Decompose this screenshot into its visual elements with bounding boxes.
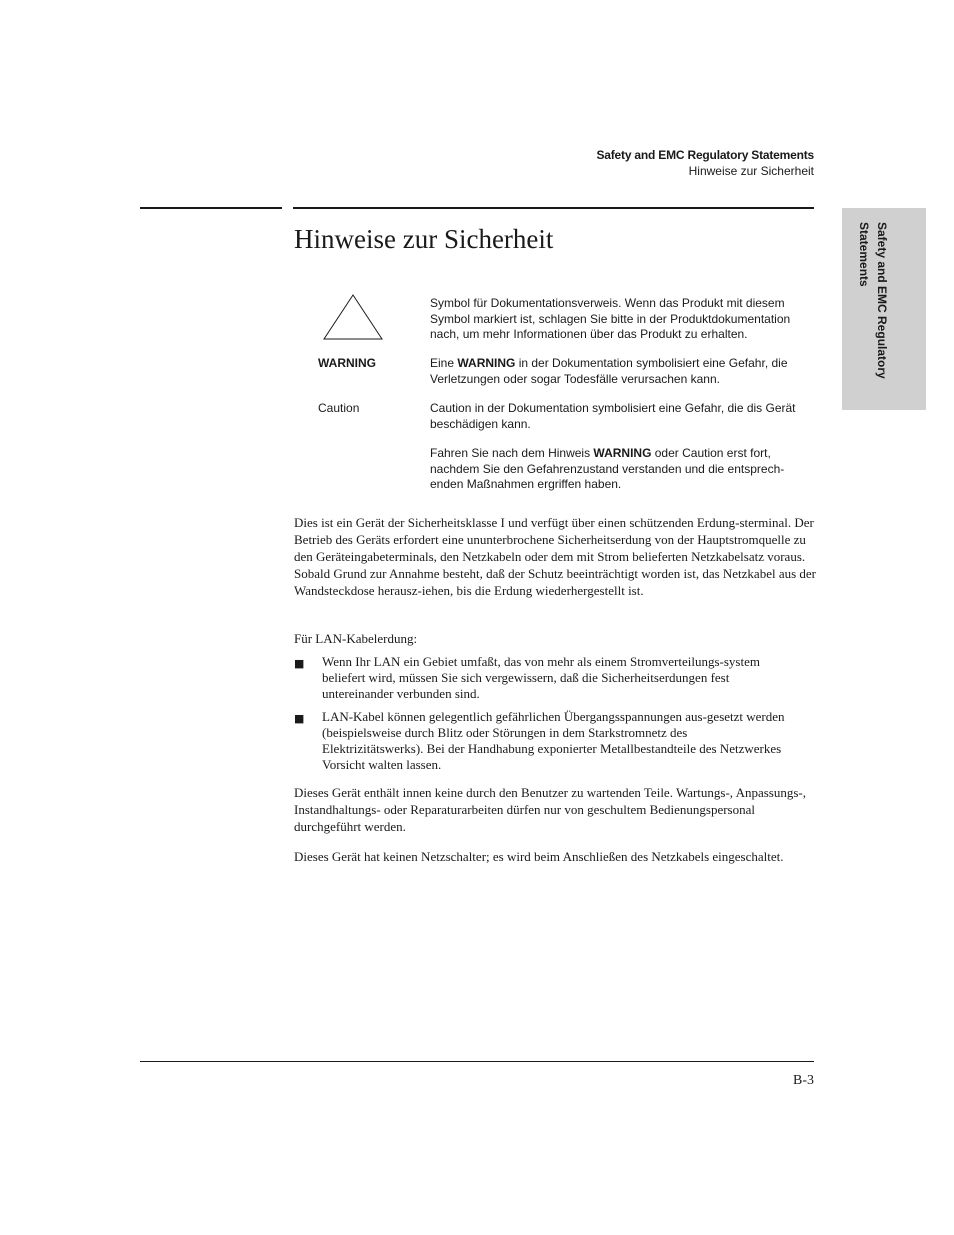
header-rule-right bbox=[293, 207, 814, 209]
warning-description: Eine WARNING in der Dokumentation symbolisiert eine Gefahr, die Verletzungen oder sogar Todesfälle verursachen kann. bbox=[430, 356, 788, 386]
side-chapter-tab-label bbox=[855, 222, 891, 379]
triangle-description: Symbol für Dokumentationsverweis. Wenn das Produkt mit diesem Symbol markiert ist, schlagen Sie bitte in der Produktdokumentation nach, um mehr Informationen über das Produkt zu erhalten. bbox=[430, 296, 791, 341]
maintenance-paragraph: Dieses Gerät enthält innen keine durch den Benutzer zu wartenden Teile. Wartungs-, Anpassungs-, Instandhaltungs- oder Reparaturarbeiten dürfen nur von geschultem Bedienungspersonal durchgeführt werden. bbox=[294, 785, 806, 834]
bullet-marker: ■ bbox=[294, 712, 305, 725]
page-number: B-3 bbox=[793, 1073, 814, 1088]
list-item: LAN-Kabel können gelegentlich gefährlichen Übergangsspannungen aus-gesetzt werden (beispielsweise durch Blitz oder Störungen in dem Starkstromnetz des Elektrizitätswerks). Bei der Handhabung exponierter Metallbestandteile des Netzwerkes Vorsicht walten lassen. bbox=[322, 709, 785, 772]
caution-description: Caution in der Dokumentation symbolisiert eine Gefahr, die dis Gerät beschädigen kann. bbox=[430, 401, 796, 431]
header-rule-left bbox=[140, 207, 282, 209]
caution-term: Caution bbox=[318, 401, 360, 415]
lan-intro: Für LAN-Kabelerdung: bbox=[294, 631, 418, 646]
warning-triangle-icon bbox=[322, 293, 384, 341]
power-switch-paragraph: Dieses Gerät hat keinen Netzschalter; es wird beim Anschließen des Netzkabels eingeschaltet. bbox=[294, 849, 784, 864]
bullet-marker: ■ bbox=[294, 657, 305, 670]
warning-term: WARNING bbox=[318, 356, 376, 370]
page-title: Hinweise zur Sicherheit bbox=[294, 224, 554, 254]
safety-class-paragraph: Dies ist ein Gerät der Sicherheitsklasse I und verfügt über einen schützenden Erdung-sterminal. Der Betrieb des Geräts erfordert eine ununterbrochene Sicherheitserdung von der Hauptstromquelle zu den Geräteingabeterminals, den Netzkabeln oder dem mit Strom belieferten Netzkabelsatz voraus. Sobald Grund zur Annahme besteht, daß der Schutz beeinträchtigt worden ist, das Netzkabel aus der Wandsteckdose herausz-iehen, bis die Erdung wiederhergestellt ist. bbox=[294, 515, 817, 598]
running-header-section: Safety and EMC Regulatory Statements bbox=[596, 148, 814, 162]
follow-instruction: Fahren Sie nach dem Hinweis WARNING oder Caution erst fort, nachdem Sie den Gefahrenzustand verstanden und die entsprech-enden Maßnahmen ergriffen haben. bbox=[430, 446, 785, 491]
running-header-subsection: Hinweise zur Sicherheit bbox=[688, 164, 814, 178]
side-tab-line1: Safety and EMC Regulatory bbox=[875, 222, 889, 379]
side-tab-line2: Statements bbox=[857, 222, 871, 287]
list-item: Wenn Ihr LAN ein Gebiet umfaßt, das von mehr als einem Stromverteilungs-system beliefert wird, müssen Sie sich vergewissern, daß die Sicherheitserdungen fest untereinander verbunden sind. bbox=[322, 654, 760, 701]
footer-rule bbox=[140, 1061, 814, 1062]
